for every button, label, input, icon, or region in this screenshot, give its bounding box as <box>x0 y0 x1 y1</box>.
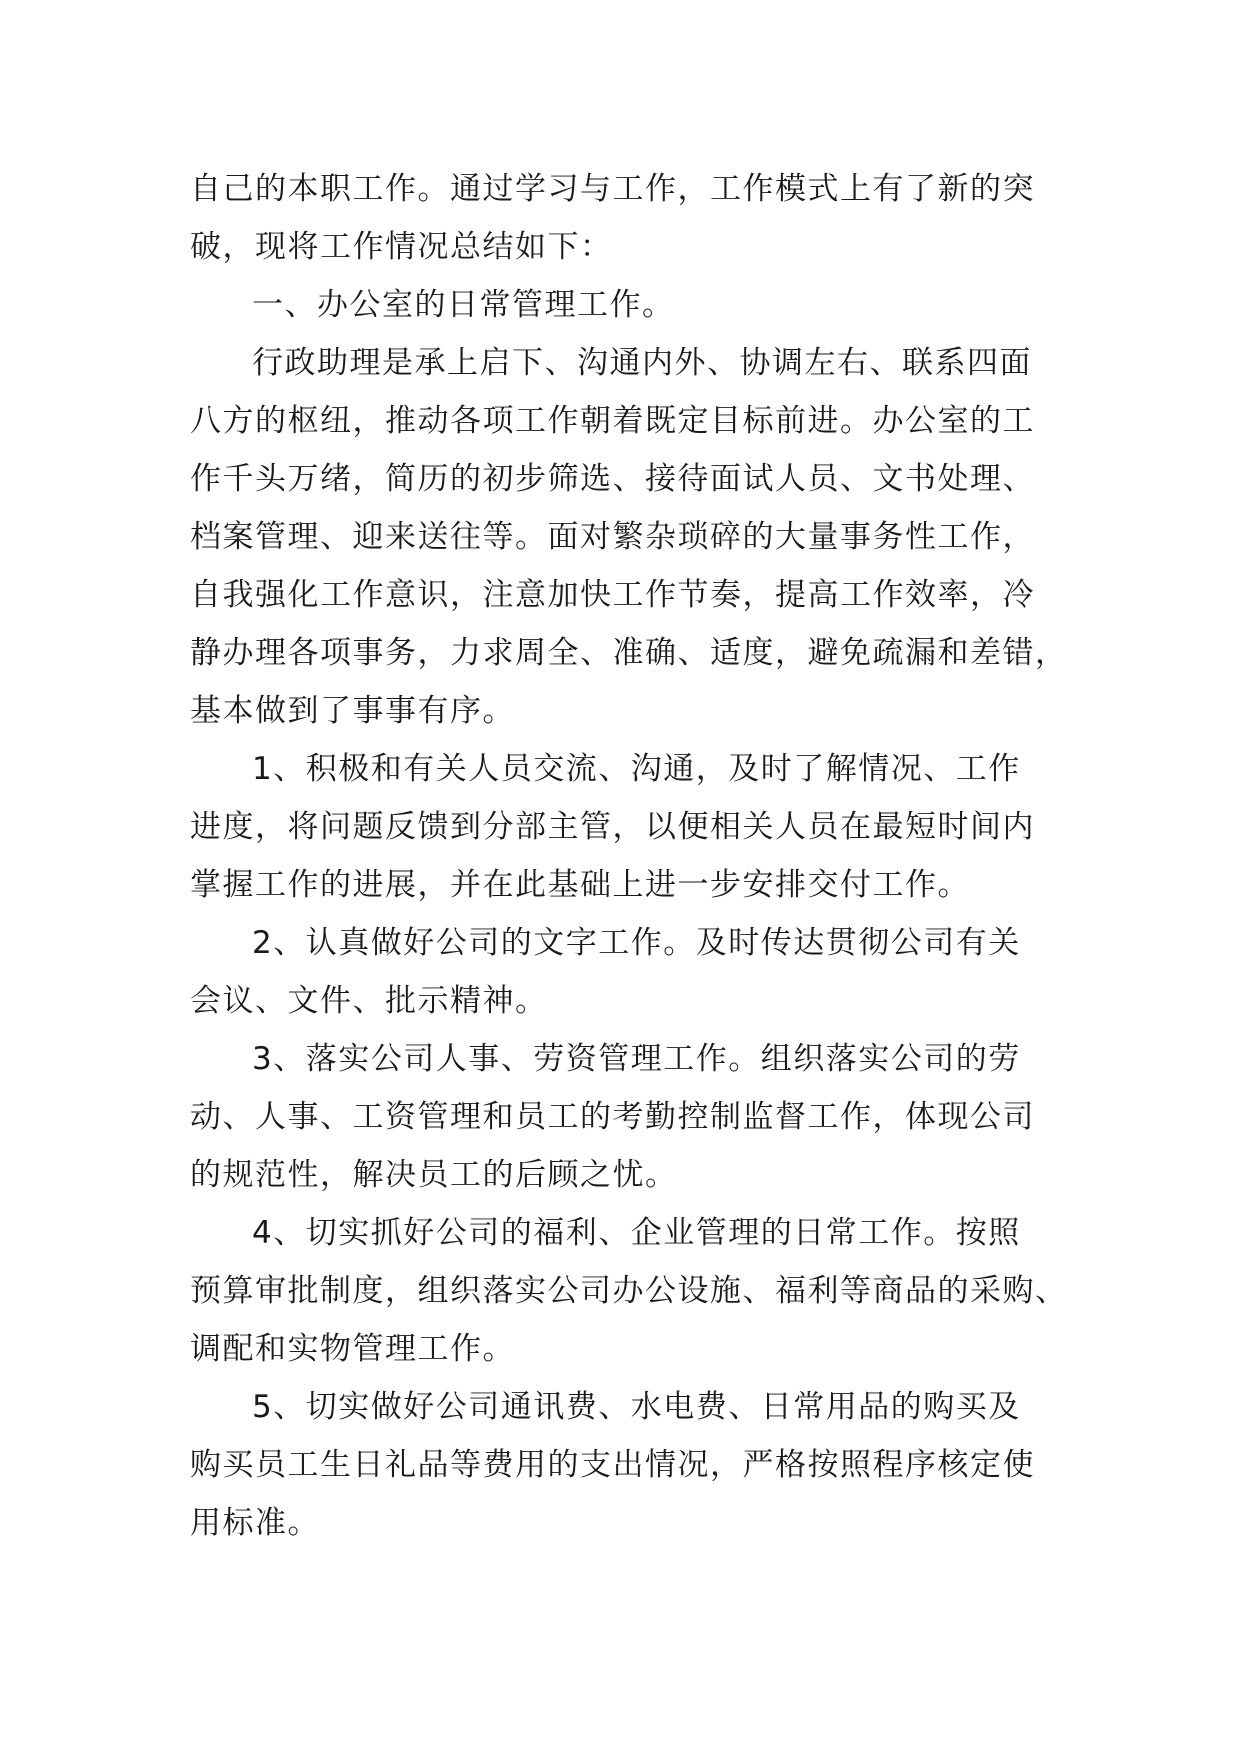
text-line: 基本做到了事事有序。 <box>190 693 515 729</box>
text-line: 八方的枢纽，推动各项工作朝着既定目标前进。办公室的工 <box>190 403 1035 439</box>
text-line: 4、切实抓好公司的福利、企业管理的日常工作。按照 <box>252 1215 1021 1251</box>
text-line: 自己的本职工作。通过学习与工作，工作模式上有了新的突 <box>190 171 1035 207</box>
text-line: 的规范性，解决员工的后顾之忧。 <box>190 1157 678 1193</box>
document-body <box>190 160 1068 1552</box>
text-line: 3、落实公司人事、劳资管理工作。组织落实公司的劳 <box>252 1041 1021 1077</box>
text-line: 动、人事、工资管理和员工的考勤控制监督工作，体现公司 <box>190 1099 1035 1135</box>
text-line: 破，现将工作情况总结如下： <box>190 229 613 265</box>
text-line: 自我强化工作意识，注意加快工作节奏，提高工作效率，冷 <box>190 577 1035 613</box>
text-line: 一、办公室的日常管理工作。 <box>252 287 675 323</box>
text-line: 2、认真做好公司的文字工作。及时传达贯彻公司有关 <box>252 925 1021 961</box>
text-line: 档案管理、迎来送往等。面对繁杂琐碎的大量事务性工作， <box>190 519 1035 555</box>
text-line: 掌握工作的进展，并在此基础上进一步安排交付工作。 <box>190 867 970 903</box>
text-line: 作千头万绪，简历的初步筛选、接待面试人员、文书处理、 <box>190 461 1035 497</box>
text-line: 进度，将问题反馈到分部主管，以便相关人员在最短时间内 <box>190 809 1035 845</box>
text-line: 行政助理是承上启下、沟通内外、协调左右、联系四面 <box>252 345 1032 381</box>
text-line: 静办理各项事务，力求周全、准确、适度，避免疏漏和差错， <box>190 635 1068 671</box>
text-line: 调配和实物管理工作。 <box>190 1331 515 1367</box>
text-line: 5、切实做好公司通讯费、水电费、日常用品的购买及 <box>252 1389 1021 1425</box>
text-line: 购买员工生日礼品等费用的支出情况，严格按照程序核定使 <box>190 1447 1035 1483</box>
text-line: 用标准。 <box>190 1505 320 1541</box>
text-line: 1、积极和有关人员交流、沟通，及时了解情况、工作 <box>252 751 1021 787</box>
text-line: 会议、文件、批示精神。 <box>190 983 548 1019</box>
text-line: 预算审批制度，组织落实公司办公设施、福利等商品的采购、 <box>190 1273 1068 1309</box>
